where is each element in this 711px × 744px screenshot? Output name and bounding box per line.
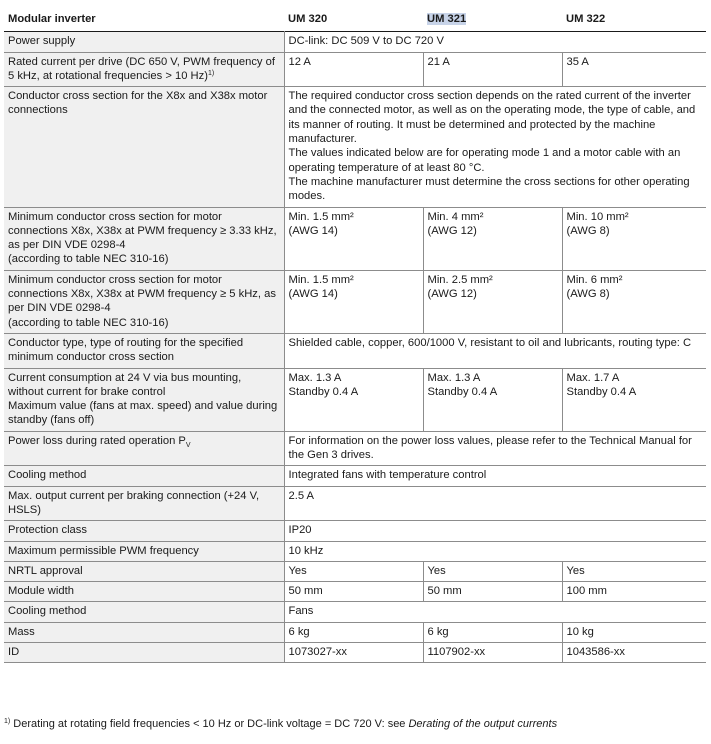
table-row [4,368,706,431]
value-line: The machine manufacturer must determine the cross sections for other operating modes. [288,175,690,203]
value-line: The values indicated below are for operating mode 1 and a motor cable with an operating temperature of at least 80 °C. [288,147,681,174]
table-row [4,207,706,270]
value-um320: 1073027-xx [284,642,423,662]
row-label: Maximum permissible PWM frequency [4,541,284,561]
row-label [4,207,284,270]
row-label: Conductor type, type of routing for the specified minimum conductor cross section [4,333,284,368]
value-um322: 1043586-xx [566,645,625,658]
row-label: Max. output current per braking connection (+24 V, HSLS) [4,486,284,521]
value-line: (AWG 14) [288,288,338,301]
value-um322: 10 kg [566,625,594,638]
value-um321: 6 kg [423,622,562,642]
value-um321 [423,207,562,270]
value-um322: 100 mm [566,585,607,598]
table-row [4,52,706,87]
value-um320: 12 A [284,52,423,87]
value-um320: 6 kg [284,622,423,642]
value-line: Min. 1.5 mm² [288,210,354,223]
row-label: Power supply [4,32,284,52]
row-label: ID [4,642,284,662]
table-row [4,270,706,333]
value-line: Min. 2.5 mm² [427,273,493,286]
value-line: (AWG 14) [288,224,338,237]
subscript: V [185,441,191,449]
table-row [4,431,706,466]
value-um320 [284,368,423,431]
row-label [4,52,284,87]
row-value: 2.5 A [288,489,315,502]
spec-table [4,10,706,663]
value-um322: 35 A [566,55,589,68]
value-line: Min. 6 mm² [566,273,623,286]
value-um322 [562,368,706,431]
table-row [4,642,706,662]
value-um321 [423,270,562,333]
value-line: Max. 1.3 A [427,371,481,384]
row-label: Mass [4,622,284,642]
table-row [4,333,706,368]
row-label-text: Power loss during rated operation P [8,434,186,447]
row-value: IP20 [288,524,312,537]
value-line: (AWG 12) [427,288,477,301]
value-line: The required conductor cross section depends on the rated current of the inverter and the connected motor, as well as on the operating mode, the type of cable, and its manner of routing. It must be determined and protected by the machine manufacturer. [288,90,696,146]
label-line: Current consumption at 24 V via bus mounting, without current for brake control [8,371,242,398]
value-line: (AWG 12) [427,224,477,237]
value-um321: 50 mm [423,582,562,602]
table-row [4,541,706,561]
table-row [4,602,706,622]
value-line: Min. 1.5 mm² [288,273,354,286]
value-line: Min. 4 mm² [427,210,484,223]
label-line: (according to table NEC 310-16) [8,316,169,329]
label-line: Maximum value (fans at max. speed) and value during standby (fans off) [8,400,278,427]
table-row [4,582,706,602]
row-label [4,270,284,333]
header-um321-text: UM 321 [427,13,467,25]
value-um322 [562,270,706,333]
value-um322: Yes [566,564,585,577]
label-line: (according to table NEC 310-16) [8,253,169,266]
row-label: Protection class [4,521,284,541]
value-um321: 1107902-xx [423,642,562,662]
header-title: Modular inverter [8,13,96,25]
row-value: Integrated fans with temperature control [288,469,487,482]
table-header-row [4,10,706,32]
value-um320: 50 mm [284,582,423,602]
value-line: (AWG 8) [566,288,610,301]
table-row [4,521,706,541]
row-value: Fans [288,605,314,618]
value-line: (AWG 8) [566,224,610,237]
row-value: DC-link: DC 509 V to DC 720 V [288,35,444,48]
table-row [4,87,706,207]
value-line: Min. 10 mm² [566,210,629,223]
row-value: For information on the power loss values, please refer to the Technical Manual for the Gen 3 drives. [288,434,692,462]
value-um321: Yes [423,561,562,581]
row-label [4,368,284,431]
label-line: Minimum conductor cross section for motor connections X8x, X38x at PWM frequency ≥ 3.33 kHz, as per DIN VDE 0298-4 [8,210,277,252]
value-um320 [284,207,423,270]
value-um320: Yes [284,561,423,581]
table-row [4,622,706,642]
row-label: Module width [4,582,284,602]
row-label: NRTL approval [4,561,284,581]
value-um320 [284,270,423,333]
value-line: Max. 1.7 A [566,371,620,384]
row-label-text: Rated current per drive (DC 650 V, PWM frequency of 5 kHz, at rotational frequencies > 10 Hz) [8,55,275,82]
table-row [4,466,706,486]
header-um322: UM 322 [566,13,606,25]
footnote-reference-link[interactable]: Derating of the output currents [408,718,558,730]
value-um321 [423,368,562,431]
value-um322 [562,207,706,270]
row-label [4,431,284,466]
header-um320: UM 320 [288,13,328,25]
row-label: Conductor cross section for the X8x and X38x motor connections [4,87,284,207]
footnote [4,717,557,731]
footnote-text: Derating at rotating field frequencies < 10 Hz or DC-link voltage = DC 720 V: see [13,718,409,730]
header-um321 [423,10,562,32]
value-line: Standby 0.4 A [288,385,359,398]
value-line: Standby 0.4 A [566,385,637,398]
row-value: Shielded cable, copper, 600/1000 V, resistant to oil and lubricants, routing type: C [288,336,692,349]
table-row [4,32,706,52]
footnote-marker: 1) [4,718,11,725]
table-row [4,486,706,521]
value-line: Max. 1.3 A [288,371,342,384]
row-value: 10 kHz [288,544,324,557]
row-label: Cooling method [4,466,284,486]
row-label: Cooling method [4,602,284,622]
table-row [4,561,706,581]
row-value [284,87,706,207]
label-line: Minimum conductor cross section for motor connections X8x, X38x at PWM frequency ≥ 5 kHz, as per DIN VDE 0298-4 [8,273,276,315]
value-line: Standby 0.4 A [427,385,498,398]
value-um321: 21 A [423,52,562,87]
footnote-ref: 1) [207,69,215,77]
